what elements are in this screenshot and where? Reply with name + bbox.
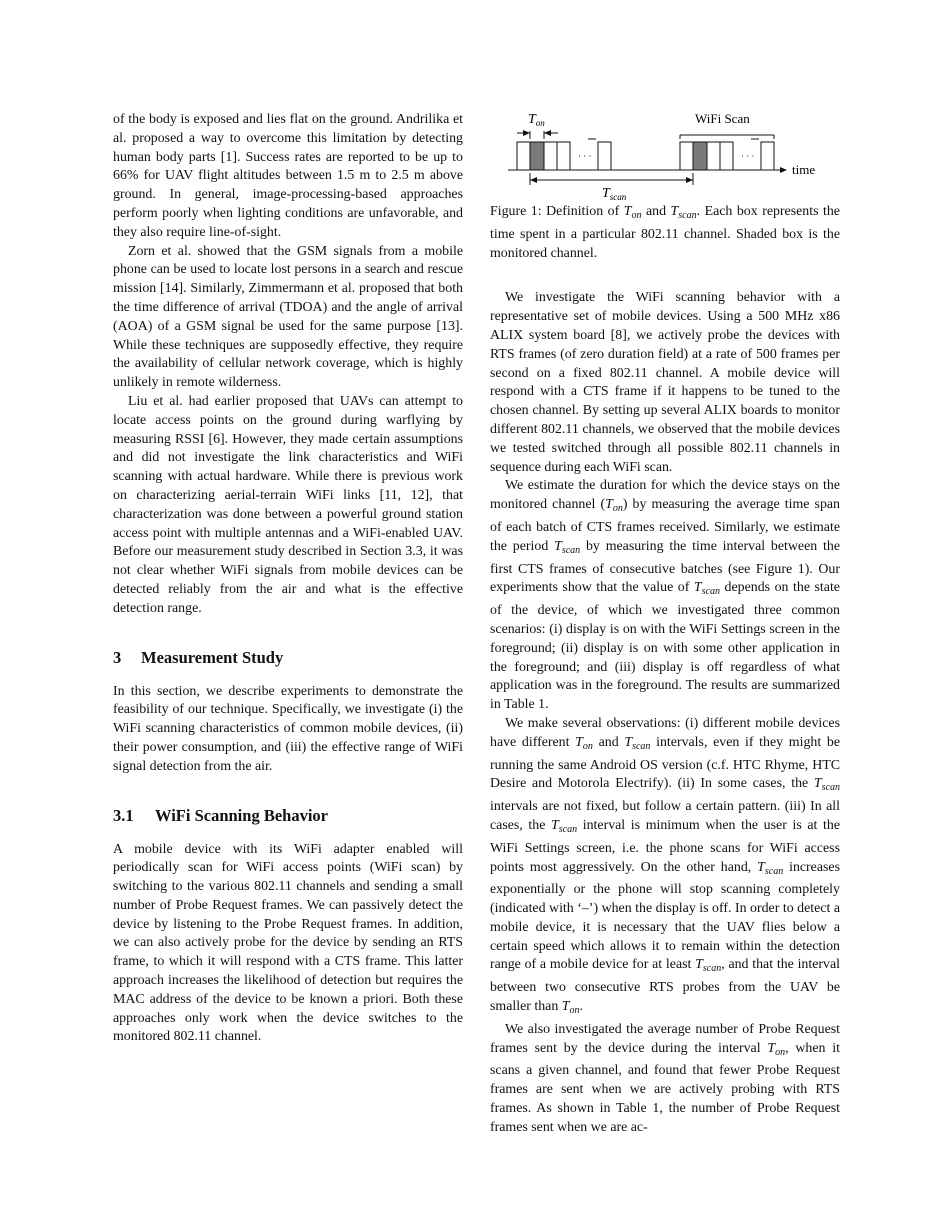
paragraph: We estimate the duration for which the device stays on the monitored channel $(T_{on})$ by measuring the average time span of each batch of CTS frames received. Similarly, we estimate the period $T_{scan}$ by measuring the time interval between the first CTS frames of consecutive batches (see Figure 1). Our experiments show that the value of $T_{scan}$ depends on the state of the device, of which we investigated three common scenarios: (i) display is on with the WiFi Settings screen in the foreground; (ii) display is on with some other application in the foreground; and (iii) display is off regardless of what application was in the foreground. The results are summarized in Table 1. (490, 478, 841, 713)
channel-box (598, 142, 611, 170)
figure-caption: Figure 1: Definition of $T_{on}$ and $T_{scan}$. Each box represents the time spent in a particular 802.11 channel. Shaded box is the monitored channel. (490, 204, 840, 261)
monitored-channel-box (530, 142, 544, 170)
channel-box (720, 142, 733, 170)
section-title: Measurement Study (141, 647, 284, 667)
right-column (490, 111, 840, 1138)
subsection-heading (113, 805, 463, 827)
paragraph: We also investigated the average number of Probe Request frames sent by the device during the interval $T_{on}$, when it scans a given channel, and found that fewer Probe Request frames are sent when we are actively probing with RTS frames. As shown in Table 1, the number of Probe Request frames sent when we are ac- (490, 1021, 840, 1135)
ellipsis: · · · (578, 151, 592, 161)
paragraph: We investigate the WiFi scanning behavior with a representative set of mobile devices. Using a 500 MHz x86 ALIX system board [8], we actively probe the devices with RTS frames (of zero duration field) at a rate of 500 frames per second on a fixed 802.11 channel. A mobile device will respond with a CTS frame if it happens to be tuned to the chosen channel. By setting up several ALIX boards to monitor different 802.11 channels, we observed that the mobile devices we tested switched through all possible 802.11 channels in sequence during each WiFi scan. (490, 290, 840, 475)
paragraph: Liu et al. had earlier proposed that UAVs can attempt to locate access points on the ground during warflying by measuring RSSI [6]. However, they made certain assumptions and did not investigate the link characteristics and WiFi scanning with actual hardware. While there is previous work on characterizing aerial-terrain WiFi links [11, 12], that characterization was done between a powerful ground station access point with multiple antennas and a WiFi-enabled UAV. Before our measurement study described in Section 3.3, it was not clear whether WiFi signals from mobile devices can be detected reliably from the air and what is the effective detection range. (113, 393, 463, 616)
channel-box (517, 142, 530, 170)
paragraph: Zorn et al. showed that the GSM signals from a mobile phone can be used to locate lost persons in a search and rescue mission [14]. Similarly, Zimmermann et al. proposed that both the time difference of arrival (TDOA) and the angle of arrival (AOA) of a GSM signal be used for the same purpose [13]. While these techniques are supposedly effective, they require the availability of cellular network coverage, which is highly unlikely in remote wilderness. (113, 243, 463, 391)
paragraph: A mobile device with its WiFi adapter enabled will periodically scan for WiFi access points (WiFi scan) by switching to the various 802.11 channels and sending a small number of Probe Request frames. We can passively detect the device by listening to the Probe Request frames. In addition, we can also actively probe for the device by sending an RTS frame, to which it will respond with a CTS frame. This latter approach increases the likelihood of detection but requires the MAC address of the device to be known a priori. Both these approaches only work when the device switches to the monitored 802.11 channel. (113, 841, 463, 1045)
subsection-title: WiFi Scanning Behavior (155, 805, 328, 825)
subsection-number: 3.1 (113, 805, 134, 825)
tscan-arrow-right (686, 177, 693, 183)
channel-box (544, 142, 557, 170)
ellipsis: · · · (741, 151, 755, 161)
channel-box (761, 142, 774, 170)
section-heading (113, 647, 463, 669)
paragraph: In this section, we describe experiments to demonstrate the feasibility of our technique. Specifically, we investigate (i) the WiFi scanning characteristics of common mobile devices, (ii) their power consumption, and (iii) the effective range of WiFi signal detection from the air. (113, 683, 463, 774)
time-label: time (792, 162, 816, 177)
left-column (113, 111, 463, 1047)
paragraph: of the body is exposed and lies flat on the ground. Andrilika et al. proposed a way to overcome this limitation by detecting human body parts [1]. Success rates are reported to be up to 66% for UAV flight altitudes between 1.5 m to 2.5 m above ground. In general, image-processing-based approaches perform poorly when lighting conditions are unfavorable, and they also require line-of-sight. (113, 112, 463, 240)
channel-box (707, 142, 720, 170)
section-number: 3 (113, 647, 122, 667)
tscan-label: $T_{scan}$ (602, 186, 627, 202)
figure-1 (490, 111, 840, 203)
time-axis-arrow (780, 167, 787, 173)
wifi-scan-label: WiFi Scan (695, 111, 750, 126)
ton-label: $T_{on}$ (528, 112, 545, 128)
monitored-channel-box (693, 142, 707, 170)
channel-box (680, 142, 693, 170)
figure-1-diagram (490, 111, 840, 203)
tscan-arrow-left (530, 177, 537, 183)
channel-box (557, 142, 570, 170)
paragraph: We make several observations: (i) different mobile devices have different $T_{on}$ and $T_{scan}$ intervals, even if they might be running the same Android OS version (c.f. HTC Rhyme, HTC Desire and Motorola Electrify). (ii) In some cases, the $T_{scan}$ intervals are not fixed, but follow a certain pattern. (iii) In all cases, the $T_{scan}$ interval is minimum when the user is at the WiFi Settings screen, i.e. the phone scans for WiFi access points most aggressively. On the other hand, $T_{scan}$ increases exponentially or the phone will stop scanning completely (indicated with ‘–’) when the display is off. In order to detect a mobile device, it is necessary that the UAV flies below a certain speed which allows it to remain within the detection range of a mobile device for at least $T_{scan}$, and that the interval between two consecutive RTS probes from the UAV be smaller than $T_{on}$. (490, 715, 840, 1017)
